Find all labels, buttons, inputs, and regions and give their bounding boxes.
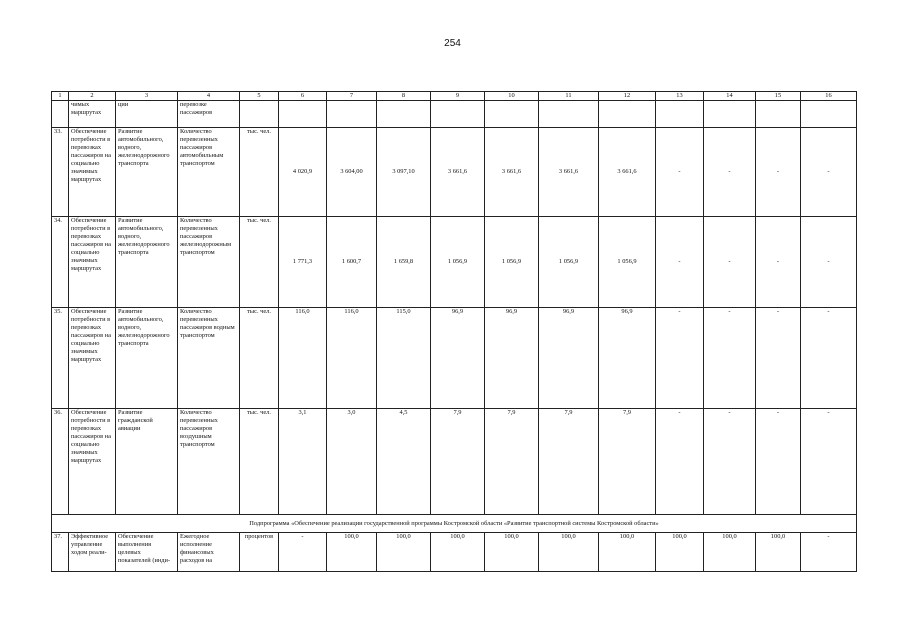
table-row: [52, 409, 857, 515]
header-cell: 12: [599, 92, 656, 101]
cell: [485, 101, 539, 128]
value-cell: 1 056,9: [599, 217, 656, 308]
cell: [756, 101, 801, 128]
value-cell: 96,9: [431, 308, 485, 409]
indicator-cell: Ежегодное исполнение финансовых расходов на: [178, 533, 240, 572]
value-cell: 3 097,10: [377, 128, 431, 217]
value-cell: -: [801, 533, 857, 572]
value-cell: -: [801, 217, 857, 308]
value-cell: 7,9: [485, 409, 539, 515]
cell: [539, 101, 599, 128]
cell: [801, 101, 857, 128]
indicators-table: [51, 91, 857, 572]
value-cell: -: [704, 409, 756, 515]
cell: [377, 101, 431, 128]
unit-cell: тыс. чел.: [240, 308, 279, 409]
table-row: [52, 128, 857, 217]
header-cell: 14: [704, 92, 756, 101]
table-row: [52, 533, 857, 572]
goal-cell: Эффективное управление ходом реали-: [69, 533, 116, 572]
header-row: [52, 92, 857, 101]
header-cell: 5: [240, 92, 279, 101]
value-cell: -: [801, 409, 857, 515]
task-cell: Развитие автомобильного, водного, железнодорожного транспорта: [116, 128, 178, 217]
table-row-continuation: [52, 101, 857, 128]
subprogram-title: Подпрограмма «Обеспечение реализации государственной программы Костромской области «Развитие транспортной системы Костромской области»: [52, 515, 857, 533]
unit-cell: процентов: [240, 533, 279, 572]
header-cell: 9: [431, 92, 485, 101]
value-cell: 96,9: [539, 308, 599, 409]
header-cell: 15: [756, 92, 801, 101]
unit-cell: тыс. чел.: [240, 409, 279, 515]
row-number: 34.: [52, 217, 69, 308]
value-cell: -: [801, 308, 857, 409]
cell: [431, 101, 485, 128]
indicator-cell: Количество перевезенных пассажиров автомобильным транспортом: [178, 128, 240, 217]
goal-cell: Обеспечение потребности в перевозках пассажиров на социально значимых маршрутах: [69, 409, 116, 515]
row-number: 37.: [52, 533, 69, 572]
value-cell: 3 661,6: [539, 128, 599, 217]
task-cell: Развитие гражданской авиации: [116, 409, 178, 515]
value-cell: 100,0: [756, 533, 801, 572]
header-cell: 1: [52, 92, 69, 101]
value-cell: 3 661,6: [485, 128, 539, 217]
task-cell: ции: [116, 101, 178, 128]
header-cell: 13: [656, 92, 704, 101]
value-cell: 3,1: [279, 409, 327, 515]
indicator-cell: перевозке пассажиров: [178, 101, 240, 128]
header-cell: 10: [485, 92, 539, 101]
value-cell: 1 056,9: [485, 217, 539, 308]
task-cell: Развитие автомобильного, водного, железнодорожного транспорта: [116, 217, 178, 308]
unit-cell: тыс. чел.: [240, 128, 279, 217]
value-cell: 7,9: [599, 409, 656, 515]
value-cell: -: [656, 128, 704, 217]
value-cell: 100,0: [656, 533, 704, 572]
table-row: [52, 308, 857, 409]
header-cell: 7: [327, 92, 377, 101]
task-cell: Развитие автомобильного, водного, железнодорожного транспорта: [116, 308, 178, 409]
value-cell: 1 600,7: [327, 217, 377, 308]
value-cell: -: [756, 308, 801, 409]
value-cell: 4 020,9: [279, 128, 327, 217]
row-number: 35.: [52, 308, 69, 409]
value-cell: 115,0: [377, 308, 431, 409]
value-cell: -: [756, 128, 801, 217]
value-cell: -: [704, 128, 756, 217]
goal-cell: Обеспечение потребности в перевозках пассажиров на социально значимых маршрутах: [69, 308, 116, 409]
goal-cell: Обеспечение потребности в перевозках пассажиров на социально значимых маршрутах: [69, 128, 116, 217]
value-cell: 1 771,3: [279, 217, 327, 308]
value-cell: 100,0: [539, 533, 599, 572]
value-cell: 100,0: [485, 533, 539, 572]
value-cell: 100,0: [327, 533, 377, 572]
value-cell: 100,0: [431, 533, 485, 572]
value-cell: 100,0: [704, 533, 756, 572]
value-cell: -: [704, 217, 756, 308]
value-cell: 116,0: [327, 308, 377, 409]
indicator-cell: Количество перевезенных пассажиров водным транспортом: [178, 308, 240, 409]
cell: [52, 101, 69, 128]
value-cell: -: [656, 308, 704, 409]
value-cell: 7,9: [539, 409, 599, 515]
value-cell: -: [279, 533, 327, 572]
value-cell: -: [656, 217, 704, 308]
value-cell: 100,0: [377, 533, 431, 572]
table-row: [52, 217, 857, 308]
task-cell: Обеспечение выполнения целевых показателей (инди-: [116, 533, 178, 572]
cell: [279, 101, 327, 128]
value-cell: -: [756, 409, 801, 515]
header-cell: 16: [801, 92, 857, 101]
value-cell: 96,9: [485, 308, 539, 409]
value-cell: 3,0: [327, 409, 377, 515]
value-cell: 3 604,00: [327, 128, 377, 217]
header-cell: 2: [69, 92, 116, 101]
header-cell: 4: [178, 92, 240, 101]
value-cell: 4,5: [377, 409, 431, 515]
value-cell: 100,0: [599, 533, 656, 572]
value-cell: 3 661,6: [431, 128, 485, 217]
unit-cell: тыс. чел.: [240, 217, 279, 308]
cell: [599, 101, 656, 128]
goal-cell: чимых маршрутах: [69, 101, 116, 128]
cell: [656, 101, 704, 128]
value-cell: -: [756, 217, 801, 308]
page-number: 254: [444, 38, 461, 49]
value-cell: -: [801, 128, 857, 217]
cell: [240, 101, 279, 128]
header-cell: 11: [539, 92, 599, 101]
cell: [327, 101, 377, 128]
value-cell: 7,9: [431, 409, 485, 515]
indicator-cell: Количество перевезенных пассажиров воздушным транспортом: [178, 409, 240, 515]
subprogram-row: [52, 515, 857, 533]
goal-cell: Обеспечение потребности в перевозках пассажиров на социально значимых маршрутах: [69, 217, 116, 308]
row-number: 36.: [52, 409, 69, 515]
value-cell: 1 056,9: [431, 217, 485, 308]
value-cell: -: [704, 308, 756, 409]
value-cell: -: [656, 409, 704, 515]
header-cell: 8: [377, 92, 431, 101]
header-cell: 3: [116, 92, 178, 101]
value-cell: 96,9: [599, 308, 656, 409]
cell: [704, 101, 756, 128]
indicator-cell: Количество перевезенных пассажиров железнодорожным транспортом: [178, 217, 240, 308]
value-cell: 1 056,9: [539, 217, 599, 308]
header-cell: 6: [279, 92, 327, 101]
value-cell: 3 661,6: [599, 128, 656, 217]
row-number: 33.: [52, 128, 69, 217]
value-cell: 1 659,8: [377, 217, 431, 308]
value-cell: 116,0: [279, 308, 327, 409]
